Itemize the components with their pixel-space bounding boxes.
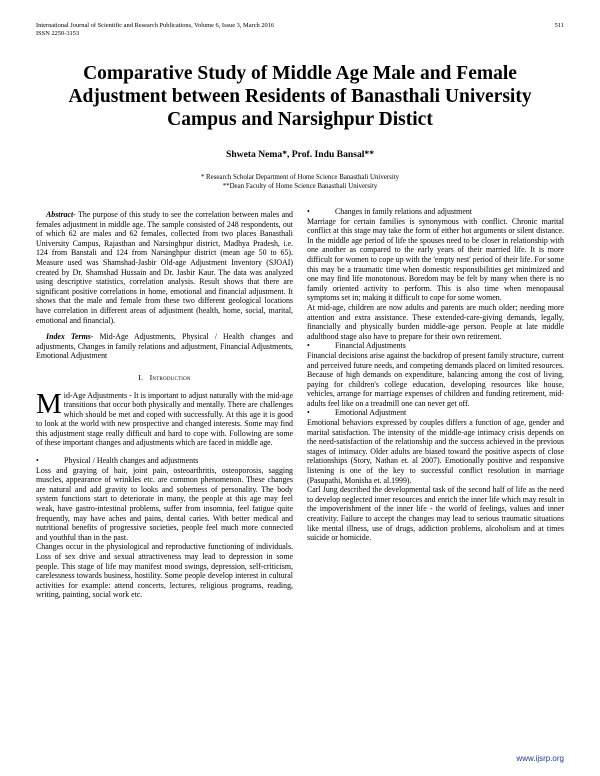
journal-line: International Journal of Scientific and Research Publications, Volume 6, Issue 3, March 2016: [36, 22, 275, 29]
drop-cap: M: [36, 387, 62, 420]
intro-paragraph: [36, 387, 293, 449]
affiliation-1: * Research Scholar Department of Home Science Banasthali University: [200, 174, 400, 181]
bullet-physical: [36, 456, 293, 466]
family-paragraph-2: At mid-age, children are now adults and parents are much older; needing more attention and extra assistance. These extended-care-giving demands, legally, financially and physically burden middle-age person. People at late middle adulthood stage also have to prepare for their own retirement.: [307, 302, 564, 341]
index-terms-label: Index Terms: [46, 332, 91, 342]
bullet-label: Changes in family relations and adjustment: [335, 207, 472, 216]
section-numeral: I.: [138, 372, 144, 382]
paper-title: Comparative Study of Middle Age Male and Female Adjustment between Residents of Banasthali University Campus and Narsighpur Distict: [68, 63, 532, 130]
emotional-paragraph-1: Emotional behaviors expressed by couples differs a function of age, gender and marital satisfaction. The intensity of the middle-age intimacy crisis depends on the need-satisfaction of the relationship and the success achieved in the previous stages of intimacy. Older adults are biased toward the positive aspects of close relationships (Story, Nathan et. al 2007). Emotionally positive and responsive listening is one of the key to successful conflict resolution in marriage (Pasupathi, Monisha et. al.1999).: [307, 418, 564, 485]
authors: Shweta Nema*, Prof. Indu Bansal**: [225, 149, 374, 160]
bullet-label: Physical / Health changes and adjustments: [64, 456, 199, 466]
page-number: 511: [554, 22, 564, 29]
index-terms: [36, 332, 293, 361]
financial-paragraph-1: Financial decisions arise against the backdrop of present family structure, current and perceived future needs, and competing demands placed on limited resources. Because of high demands on expenditure, balancing among the cost of living, paying for children's college education, developing resources like house, vehicles, arrange for marriage expenses of children and funding retirement, mid-adults feel like on a treadmill one can never get off.: [307, 350, 564, 408]
section-heading: [36, 373, 293, 383]
bullet-financial: [307, 341, 564, 351]
index-terms-text: - Mid-Age Adjustments, Physical / Health changes and adjustments, Changes in family relations and adjustment, Financial Adjustments, Emotional Adjustment: [36, 332, 293, 361]
right-column: [307, 207, 564, 543]
bullet-family: [307, 207, 564, 217]
issn: ISSN 2250-3153: [36, 30, 80, 37]
abstract-text: The purpose of this study to see the correlation between males and females adjustment in middle age. The sample consisted of 248 respondents, out of which 62 are males and 62 females, collected from two places Banasthali University Campus, Rajasthan and Narsinghpur district, Madhya Pradesh, i.e. 124 from Banstali and 124 from Narsinghpur district (mean age 50 to 65). Measure used was Shamshad-Jasbir Old-age Adjustment Inventory (SJOAI) created by Dr. Shamshad Hussain and Dr. Jasbir Kaur. The data was analyzed using descriptive statistics, correlation analysis. Result shows that there are significant positive correlations in home, emotional and financial adjustment. It shows that the male and female from these two different geological locations have correlation in different areas of adjustment (health, home, social, marital, emotional and financial).: [36, 210, 293, 325]
bullet-emotional: [307, 408, 564, 418]
bullet-dot: •: [307, 341, 310, 351]
abstract: [36, 210, 293, 325]
running-header: [36, 22, 564, 38]
abstract-label: Abstract-: [46, 210, 76, 219]
physical-paragraph-1: Loss and graying of hair, joint pain, osteoarthritis, osteoporosis, sagging muscles, appearance of wrinkles etc. are common phenomenon. These changes are natural and add gravity to looks and soberness of personality. The body system functions start to deteriorate in many, the people at this age may feel weak, have gastro-intestinal problems, suffer from insomnia, feel fatigue quite frequently, may have aches and pains, dental caries. With better medical and nutritional benefits of progressive societies, people feel much more connected and youthful than in the past.: [36, 465, 293, 542]
physical-paragraph-2: Changes occur in the physiological and reproductive functioning of individuals. Loss of sex drive and sexual attractiveness may lead to depression in some people. This stage of life may manifest mood swings, depression, self-criticism, carelessness towards business, hostility. Some people develop interest in cultural activities for example: attend concerts, lectures, religious programs, reading, writing, painting, social work etc.: [36, 542, 293, 600]
bullet-label: Financial Adjustments: [335, 341, 406, 351]
footer-url[interactable]: www.ijsrp.org: [516, 754, 564, 763]
family-paragraph-1: Marriage for certain families is synonymous with conflict. Chronic marital conflict at this stage may take the form of either hot arguments or silent distance. In the middle age period of life the spouses need to be closer in relationship with one another as compared to the early years of their married life. It is more difficult for women to cope up with the 'empty nest' period of their life. For some this may be a traumatic time when domestic responsibilities get minimized and one may find life monotonous. Boredom may be felt by many when there is no family oriented activity to perform. This is also time when menopausal symptoms set in; making it difficult to cope for some women.: [307, 216, 564, 303]
emotional-paragraph-2: Carl Jung described the developmental task of the second half of life as the need to develop neglected inner resources and enrich the inner life which may result in the impoverishment of the inner life - the world of feelings, values and inner creativity. Failure to accept the changes may lead to serious traumatic situations like mental illness, use of drugs, addiction problems, alcoholism and at times suicide or homicide.: [307, 485, 565, 543]
intro-text: id-Age Adjustments - It is important to adjust naturally with the mid-age transitions that occur both physically and mentally. There are challenges which should be met and coped with successfully. At this age it is good to look at the world with new prospective and changed interests. Some may find this adjustment stage really difficult and hard to cope with. Following are some of these important changes and adjustments which are faced in middle age.: [36, 390, 293, 448]
affiliations: [36, 173, 564, 191]
left-column: [36, 210, 293, 600]
section-title: Introduction: [149, 372, 191, 382]
bullet-dot: •: [307, 207, 310, 216]
bullet-label: Emotional Adjustment: [335, 408, 407, 418]
affiliation-2: **Dean Faculty of Home Science Banasthali University: [222, 183, 378, 190]
bullet-dot: •: [36, 456, 39, 466]
bullet-dot: •: [307, 408, 310, 418]
